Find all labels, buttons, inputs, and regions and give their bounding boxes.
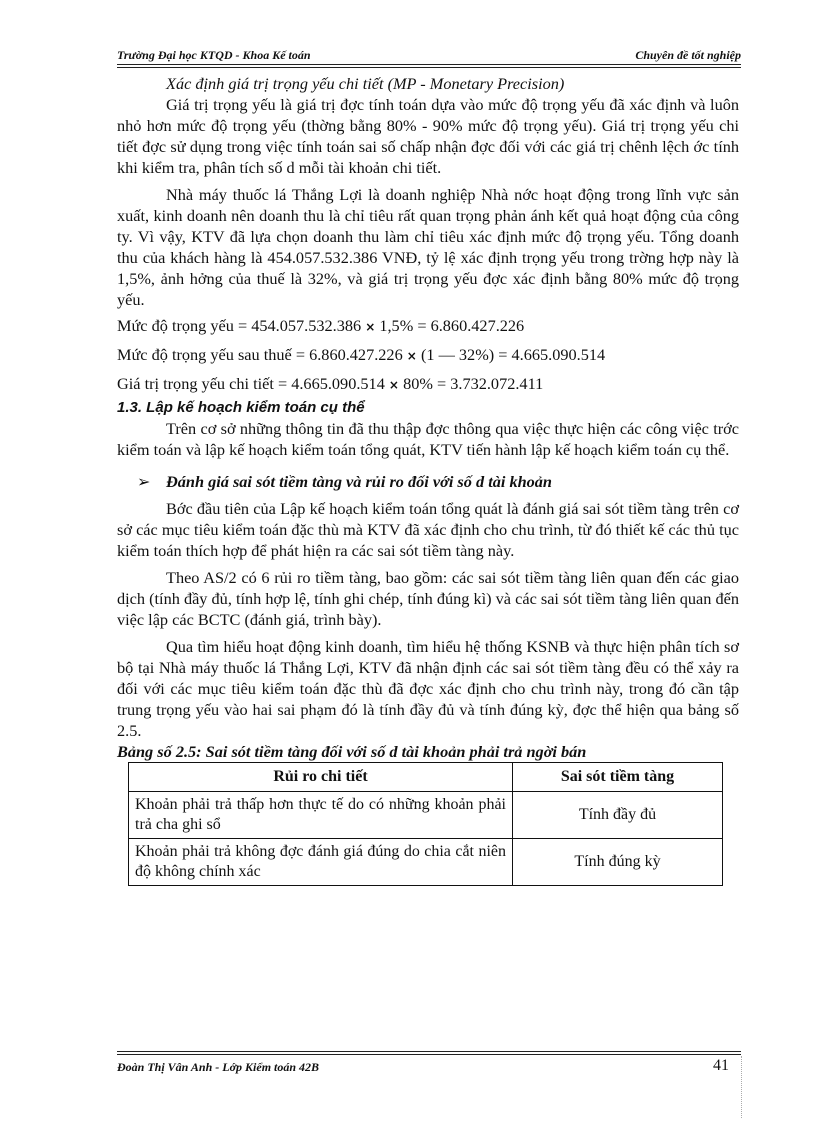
header-rule: [117, 64, 741, 68]
bullet-text: Đánh giá sai sót tiềm tàng và rủi ro đối với số d tài khoản: [166, 472, 552, 491]
page-footer: [117, 1057, 741, 1075]
footer-rule: [117, 1051, 741, 1055]
column-header: Sai sót tiềm tàng: [513, 763, 723, 792]
header-right: Chuyên đề tốt nghiệp: [635, 48, 741, 62]
formula-right: (1 — 32%) = 4.665.090.514: [420, 345, 606, 364]
paragraph: Qua tìm hiểu hoạt động kinh doanh, tìm hiểu hệ thống KSNB và thực hiện phân tích sơ bộ tại Nhà máy thuốc lá Thắng Lợi, KTV đã nhận định các sai sót tiềm tàng đều có thể xảy ra đối với các mục tiêu kiểm toán đặc thù đã đợc xác định cho chu trình này, trong đó cần tập trung trọng yếu vào hai sai phạm đó là tính đầy đủ và tính đúng kỳ, đợc thể hiện qua bảng số 2.5.: [117, 637, 739, 740]
paragraph: Nhà máy thuốc lá Thắng Lợi là doanh nghiệp Nhà nớc hoạt động trong lĩnh vực sản xuất, kinh doanh nên doanh thu là chỉ tiêu rất quan trọng phản ánh kết quả hoạt động của công ty. Vì vậy, KTV đã lựa chọn doanh thu làm chỉ tiêu xác định mức độ trọng yếu. Tổng doanh thu của khách hàng là 454.057.532.386 VNĐ, tỷ lệ xác định trọng yếu trong trờng hợp này là 1,5%, ảnh hởng của thuế là 32%, và giá trị trọng yếu đợc xác định bằng 80% mức độ trọng yếu.: [117, 185, 739, 309]
formula-line: [117, 343, 739, 368]
error-cell: Tính đầy đủ: [513, 792, 723, 839]
table-header-row: [129, 763, 723, 792]
multiply-icon: ×: [388, 378, 399, 392]
subheading: Xác định giá trị trọng yếu chi tiết (MP - Monetary Precision): [166, 74, 565, 93]
risk-table: [128, 762, 723, 886]
paragraph: Bớc đầu tiên của Lập kế hoạch kiểm toán tổng quát là đánh giá sai sót tiềm tàng trên cơ sở các mục tiêu kiểm toán đặc thù mà KTV đã xác định cho chu trình, từ đó thiết kế các thủ tục kiểm toán thích hợp để phát hiện ra các sai sót tiềm tàng này.: [117, 499, 739, 560]
paragraph: Theo AS/2 có 6 rủi ro tiềm tàng, bao gồm: các sai sót tiềm tàng liên quan đến các giao dịch (tính đầy đủ, tính hợp lệ, tính ghi chép, tính đúng kì) và các sai sót tiềm tàng liên quan đến việc lập các BCTC (đánh giá, trình bày).: [117, 568, 739, 629]
multiply-icon: ×: [365, 320, 376, 334]
formula-line: [117, 372, 739, 397]
margin-dotted-line: [741, 1056, 742, 1118]
paragraph: Giá trị trọng yếu là giá trị đợc tính toán dựa vào mức độ trọng yếu đã xác định và luôn nhỏ hơn mức độ trọng yếu (thờng bằng 80% - 90% mức độ trọng yếu). Giá trị trọng yếu chi tiết đợc sử dụng trong việc tính toán sai số chấp nhận đợc đối với các giá trị chênh lệch ớc tính khi kiểm tra, phân tích số d mỗi tài khoản chi tiết.: [117, 95, 739, 177]
formula-line: [117, 314, 739, 339]
multiply-icon: ×: [406, 349, 417, 363]
arrow-bullet-icon: ➢: [137, 472, 151, 491]
bullet-heading: [137, 471, 739, 492]
page-body: [117, 73, 739, 886]
table-row: [129, 792, 723, 839]
error-cell: Tính đúng kỳ: [513, 839, 723, 886]
table-row: [129, 839, 723, 886]
risk-cell: Khoản phải trả thấp hơn thực tế do có những khoản phải trả cha ghi sổ: [129, 792, 513, 839]
header-left: Trường Đại học KTQD - Khoa Kế toán: [117, 48, 311, 62]
formula-right: 80% = 3.732.072.411: [403, 374, 544, 393]
column-header: Rủi ro chi tiết: [129, 763, 513, 792]
table-caption: Bảng số 2.5: Sai sót tiềm tàng đối với số d tài khoản phải trả ngời bán: [117, 742, 587, 761]
formula-left: Giá trị trọng yếu chi tiết = 4.665.090.514: [117, 374, 385, 393]
risk-cell: Khoản phải trả không đợc đánh giá đúng do chia cắt niên độ không chính xác: [129, 839, 513, 886]
footer-author: Đoàn Thị Vân Anh - Lớp Kiểm toán 42B: [117, 1060, 320, 1074]
page-header: [117, 46, 741, 64]
paragraph: Trên cơ sở những thông tin đã thu thập đợc thông qua việc thực hiện các công việc trớc kiểm toán và lập kế hoạch kiểm toán tổng quát, KTV tiến hành lập kế hoạch kiểm toán cụ thể.: [117, 419, 739, 459]
formula-left: Mức độ trọng yếu = 454.057.532.386: [117, 316, 362, 335]
section-title: 1.3. Lập kế hoạch kiểm toán cụ thể: [117, 399, 365, 416]
formula-left: Mức độ trọng yếu sau thuế = 6.860.427.226: [117, 345, 403, 364]
formula-right: 1,5% = 6.860.427.226: [379, 316, 525, 335]
page-number: 41: [713, 1057, 729, 1074]
